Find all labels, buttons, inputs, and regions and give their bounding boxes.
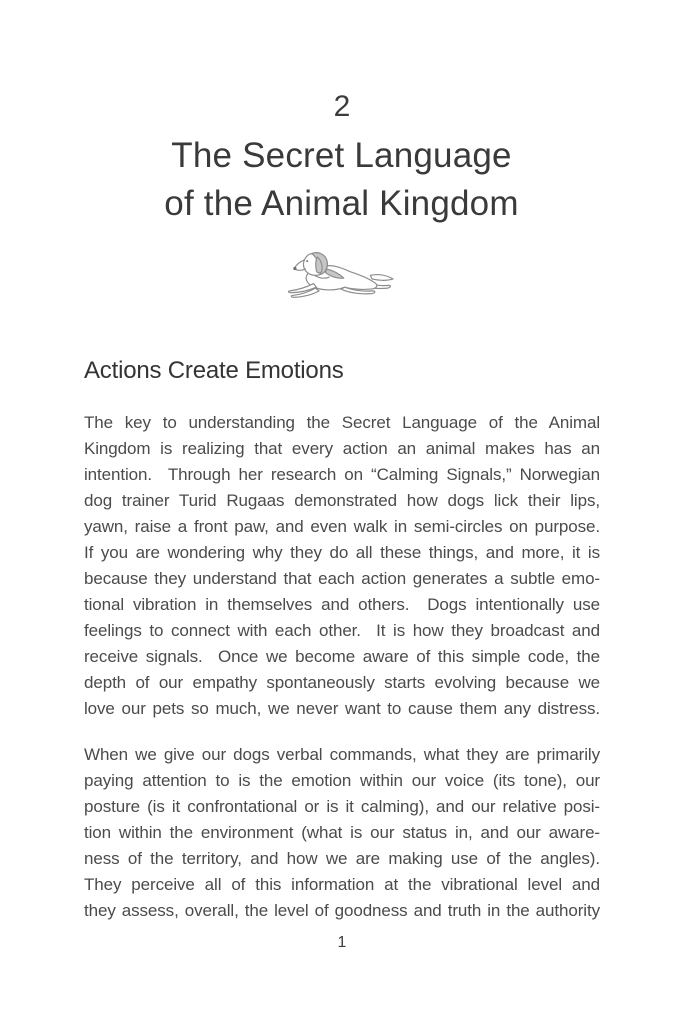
text-line: The key to understanding the Secret Language of the Animal xyxy=(84,413,600,432)
text-line: intention. Through her research on “Calming Signals,” Norwegian xyxy=(84,465,600,484)
text-line: paying attention to is the emotion within our voice (its tone), our xyxy=(84,771,600,790)
page-number: 1 xyxy=(337,934,347,951)
text-line: tion within the environment (what is our status in, and our aware- xyxy=(84,823,600,842)
dog-eye xyxy=(306,260,308,262)
text-line: If you are wondering why they do all these things, and more, it is xyxy=(84,543,600,562)
text-line: Kingdom is realizing that every action an animal makes has an xyxy=(84,439,600,458)
text-line: ness of the territory, and how we are making use of the angles). xyxy=(84,849,600,868)
text-line: yawn, raise a front paw, and even walk in semi-circles on purpose. xyxy=(84,517,600,536)
text-line: posture (is it confrontational or is it calming), and our relative posi- xyxy=(84,797,600,816)
chapter-number: 2 xyxy=(333,90,351,123)
text-line: love our pets so much, we never want to cause them any distress. xyxy=(84,699,600,718)
section-heading: Actions Create Emotions xyxy=(84,357,344,384)
chapter-title-line-1: The Secret Language xyxy=(171,136,512,175)
text-line: they assess, overall, the level of goodness and truth in the authority xyxy=(84,901,600,920)
body-paragraph-1 xyxy=(84,410,600,722)
text-line: because they understand that each action generates a subtle emo- xyxy=(84,569,600,588)
text-line: tional vibration in themselves and others. Dogs intentionally use xyxy=(84,595,600,614)
dog-nose xyxy=(293,267,296,270)
text-line: When we give our dogs verbal commands, what they are primarily xyxy=(84,745,600,764)
text-line: dog trainer Turid Rugaas demonstrated how dogs lick their lips, xyxy=(84,491,600,510)
text-line: depth of our empathy spontaneously starts evolving because we xyxy=(84,673,600,692)
text-line: receive signals. Once we become aware of this simple code, the xyxy=(84,647,600,666)
dog-lying-drawing-icon xyxy=(284,247,399,300)
chapter-title-line-2: of the Animal Kingdom xyxy=(164,184,519,223)
dog-illustration xyxy=(0,247,683,300)
chapter-title xyxy=(0,132,683,228)
text-line: feelings to connect with each other. It is how they broadcast and xyxy=(84,621,600,640)
body-paragraph-2 xyxy=(84,742,600,924)
text-line: They perceive all of this information at the vibrational level and xyxy=(84,875,600,894)
